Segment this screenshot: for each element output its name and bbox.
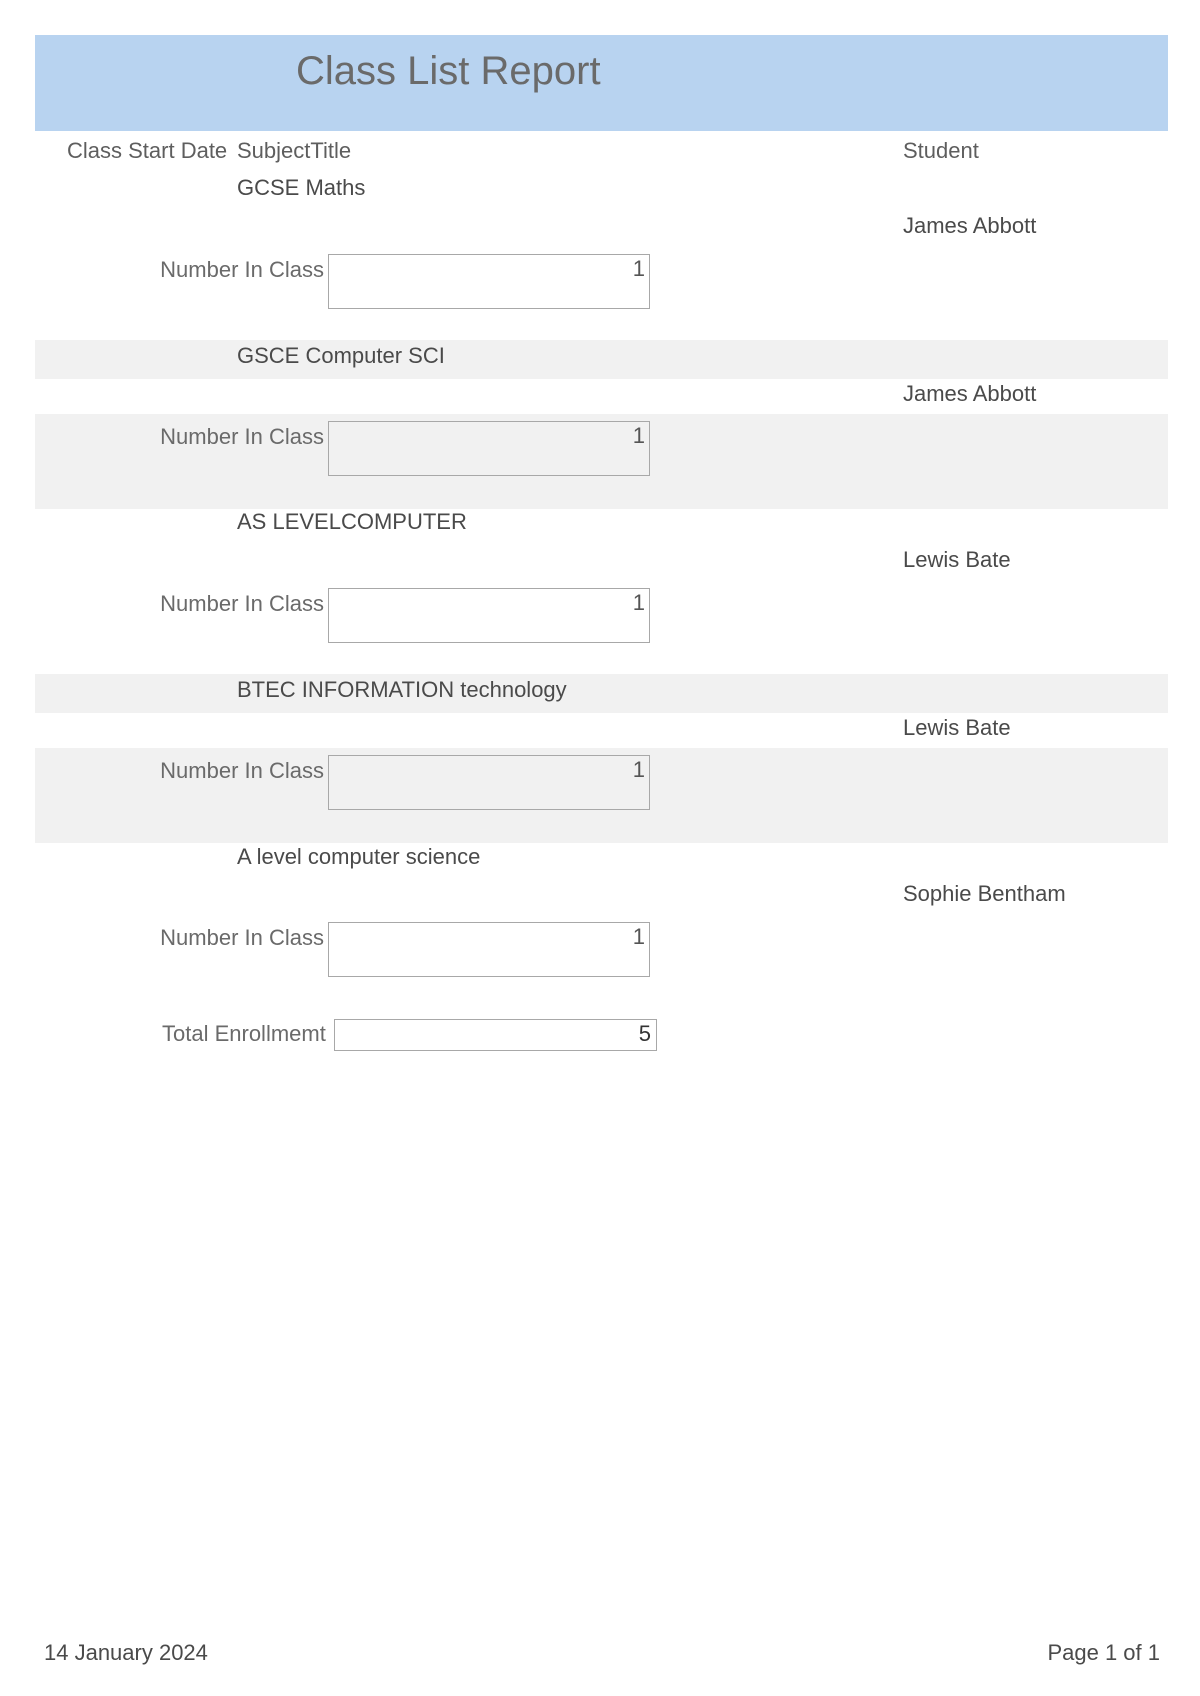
student-name: Sophie Bentham xyxy=(903,881,1066,906)
number-in-class-value: 1 xyxy=(632,590,645,615)
subject-title: A level computer science xyxy=(237,844,481,869)
number-in-class-value: 1 xyxy=(632,757,645,782)
number-in-class-label: Number In Class xyxy=(160,591,324,616)
number-in-class-field xyxy=(328,421,650,476)
number-in-class-field xyxy=(328,588,650,643)
number-in-class-value: 1 xyxy=(632,924,645,949)
number-in-class-label: Number In Class xyxy=(160,925,324,950)
number-in-class-value: 1 xyxy=(632,423,645,448)
student-name: James Abbott xyxy=(903,213,1037,238)
student-name: Lewis Bate xyxy=(903,547,1011,572)
footer-page-number: Page 1 of 1 xyxy=(1047,1640,1160,1665)
student-name: James Abbott xyxy=(903,381,1037,406)
row-band xyxy=(35,340,1168,379)
column-header-class-start-date: Class Start Date xyxy=(67,138,228,163)
student-name: Lewis Bate xyxy=(903,715,1011,740)
total-enrollment-label: Total Enrollmemt xyxy=(162,1021,326,1046)
number-in-class-field xyxy=(328,922,650,977)
column-header-student: Student xyxy=(903,138,979,163)
footer-date: 14 January 2024 xyxy=(44,1640,208,1665)
total-enrollment-field xyxy=(334,1019,657,1051)
number-in-class-field xyxy=(328,254,650,309)
report-title: Class List Report xyxy=(296,49,601,93)
subject-title: AS LEVELCOMPUTER xyxy=(237,509,467,534)
number-in-class-label: Number In Class xyxy=(160,758,324,783)
number-in-class-label: Number In Class xyxy=(160,257,324,282)
report-header xyxy=(35,35,1168,131)
number-in-class-value: 1 xyxy=(632,256,645,281)
row-band xyxy=(35,674,1168,713)
total-enrollment-value: 5 xyxy=(638,1021,651,1046)
column-header-subject-title: SubjectTitle xyxy=(237,138,352,163)
number-in-class-label: Number In Class xyxy=(160,424,324,449)
number-in-class-field xyxy=(328,755,650,810)
subject-title: BTEC INFORMATION technology xyxy=(237,677,567,702)
subject-title: GCSE Maths xyxy=(237,175,366,200)
subject-title: GSCE Computer SCI xyxy=(237,343,445,368)
